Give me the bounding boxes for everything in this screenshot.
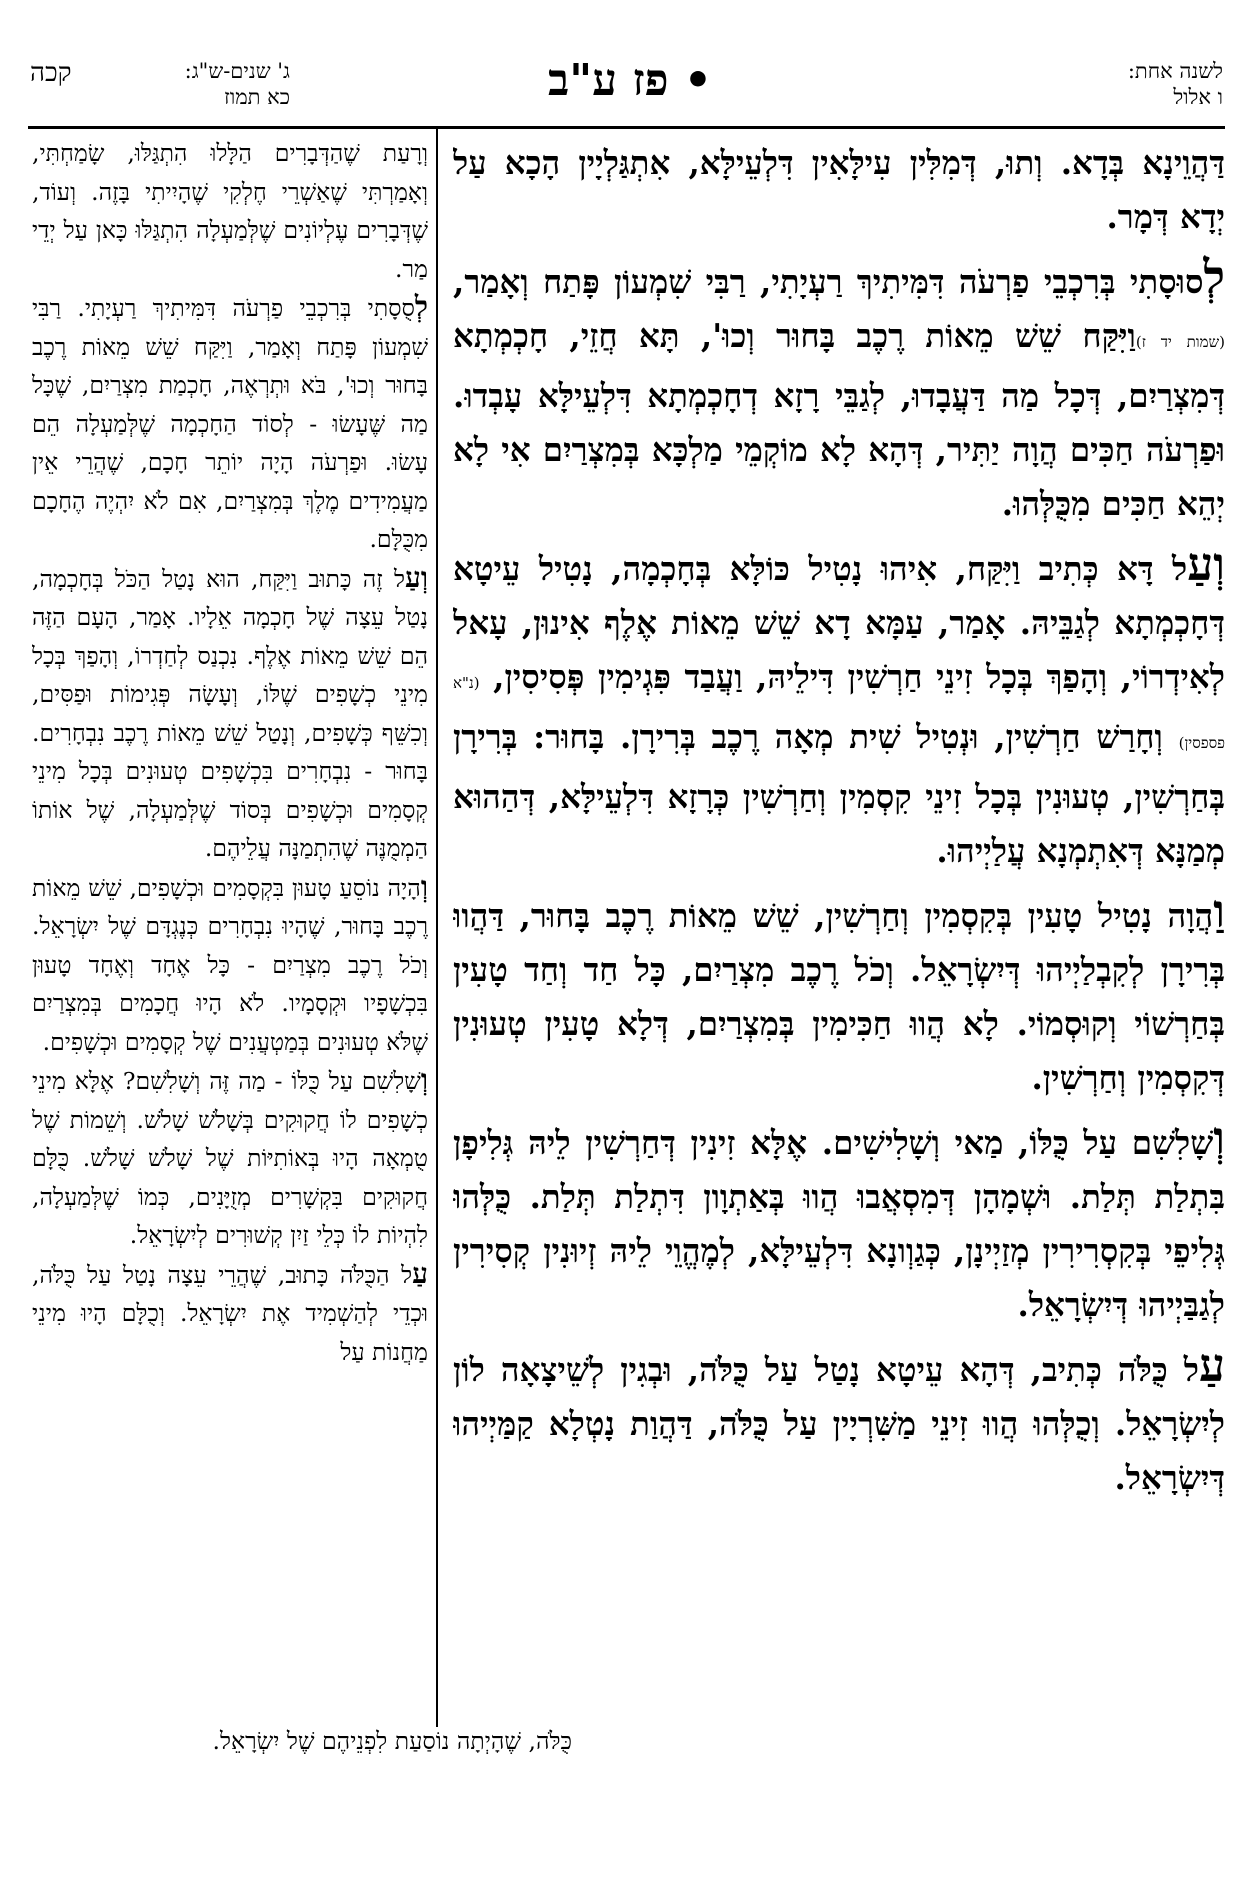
- side-paragraph-5-text: שָׁלִשִׁם עַל כֻּלּוֹ - מַה זֶּה וְשָׁלִשִׁם? אֶלָּא מִינֵי כְשָׁפִים לוֹ חֲקוּקִים בְּשָׁלֹשׁ שָׁלֹשׁ. וְשֵׁמוֹת שֶׁל טֻמְאָה הָיוּ בְּאוֹתִיּוֹת שֶׁל שָׁלֹשׁ שָׁלֹשׁ. כֻּלָּם חֲקוּקִים בִּקְשָׁרִים מְזֻיָּנִים, כְּמוֹ שֶׁלְּמַעְלָה, לִהְיוֹת לוֹ כְּלֵי זַיִן קְשׁוּרִים לְיִשְׂרָאֵל.: [32, 1067, 428, 1249]
- side-paragraph-5: [32, 1061, 428, 1255]
- side-paragraph-5-initial: וְ: [420, 1063, 428, 1096]
- side-paragraph-6: [32, 1255, 428, 1372]
- main-text-column: [453, 136, 1225, 1666]
- main-paragraph-6: [453, 1338, 1225, 1505]
- side-paragraph-6-text: ל הַכֻּלֹּה כָּתוּב, שֶׁהֲרֵי עֵצָה נָטַל עַל כֻּלֹּה, וּכְדֵי לְהַשְׁמִיד אֶת יִשְׂרָאֵל. וְכֻלָּם הָיוּ מִינֵי מַחֲנוֹת עַל: [32, 1260, 428, 1366]
- main-paragraph-5: [453, 1111, 1225, 1332]
- main-paragraph-3-rest: וְחָרַשׁ חַרְשִׁין, וּנְטִיל שִׁית מְאָה רֶכֶב בְּרִירָן. בָּחוּר: בְּרִירָן בְּחַרְשִׁין, טְעוּנִין בְּכָל זִינֵי קִסְמִין וְחַרְשִׁין כְּרָזָא דִּלְעֵילָּא, דְּהַהוּא מְמַנָּא דְּאִתְמְנָא עֲלַיְיהוּ.: [453, 717, 1225, 870]
- header-one-year-label: לשנה אחת:: [1127, 59, 1223, 83]
- side-paragraph-4-initial: וְ: [420, 869, 428, 903]
- column-divider: [436, 127, 438, 1727]
- main-paragraph-3-initial: וְעַ: [1187, 537, 1225, 591]
- page-title: • פז ע"ב: [548, 55, 712, 106]
- header-left: [30, 58, 330, 124]
- main-paragraph-1-text: דַּהֲוֵינָא בְּדָא. וְתוּ, דְּמִלִּין עִילָּאִין דִּלְעֵילָּא, אִתְגַּלְיָין הָכָא עַל יְדָא דְּמָר.: [453, 143, 1225, 236]
- main-paragraph-2-rest: וַיִּקַּח שֵׁשׁ מֵאוֹת רֶכֶב בָּחוּר וְכוּ', תָּא חֲזֵי, חָכְמְתָא דְּמִצְרַיִם, דְּכָל מַה דַּעֲבָדוּ, לְגַבֵּי רָזָא דְחָכְמְתָא דִּלְעֵילָּא עָבְדוּ. וּפַרְעֹה חַכִּים הֲוָה יַתִּיר, דְּהָא לָא מוֹקְמֵי מַלְכָּא בְּמִצְרַיִם אִי לָא יְהֵא חַכִּים מִכֻּלְּהוּ.: [453, 316, 1225, 523]
- side-paragraph-2: [32, 288, 428, 559]
- main-paragraph-2: [453, 250, 1225, 531]
- bottom-continuation-line: כֻּלֹּה, שֶׁהָיְתָה נוֹסַעַת לִפְנֵיהֶם שֶׁל יִשְׂרָאֵל.: [212, 1727, 572, 1755]
- main-paragraph-3: [453, 537, 1225, 878]
- side-paragraph-1: [32, 134, 428, 288]
- main-paragraph-1: [453, 136, 1225, 244]
- side-paragraph-3-text: ל זֶה כָּתוּב וַיִּקַּח, הוּא נָטַל הַכֹּל בְּחָכְמָה, נָטַל עֵצָה שֶׁל חָכְמָה אֵלָיו. אָמַר, הָעָם הַזֶּה הֵם שֵׁשׁ מֵאוֹת אֶלֶף. נִכְנַס לְחַדְרוֹ, וְהָפַךְ בְּכָל מִינֵי כְשָׁפִים שֶׁלּוֹ, וְעָשָׂה פְּגִימוֹת וּפַסִּים, וְכִשֵּׁף כְּשָׁפִים, וְנָטַל שֵׁשׁ מֵאוֹת רֶכֶב נִבְחָרִים. בָּחוּר - נִבְחָרִים בִּכְשָׁפִים טְעוּנִים בְּכָל מִינֵי קְסָמִים וּכְשָׁפִים בְּסוֹד שֶׁלְּמַעְלָה, שֶׁל אוֹתוֹ הַמְמֻנֶּה שֶׁהִתְמַנָּה עֲלֵיהֶם.: [32, 564, 428, 862]
- main-paragraph-4-text: הֲוָה נָטִיל טָעִין בְּקִסְמִין וְחַרְשִׁין, שֵׁשׁ מֵאוֹת רֶכֶב בָּחוּר, דַּהֲווּ בְּרִירָן לְקִבְלַיְיהוּ דְּיִשְׂרָאֵל. וְכֹל רֶכֶב מִצְרַיִם, כָּל חַד וְחַד טָעִין בְּחַרְשׁוֹי וְקוּסְמוֹי. לָא הֲווּ חַכִּימִין בְּמִצְרַיִם, דְּלָא טָעִין טְעוּנִין דְּקִסְמִין וְחַרְשִׁין.: [453, 896, 1225, 1097]
- side-paragraph-3: [32, 559, 428, 868]
- side-paragraph-2-text: סֻסָתִי בְּרִכְבֵי פַרְעֹה דִּמִּיתִיךְ רַעְיָתִי. רַבִּי שִׁמְעוֹן פָּתַח וְאָמַר, וַיִּקַּח שֵׁשׁ מֵאוֹת רֶכֶב בָּחוּר וְכוּ', בֹּא וּתְרְאֶה, חָכְמַת מִצְרַיִם, שֶׁכָּל מַה שֶּׁעָשׂוּ - לְסוֹד הַחָכְמָה שֶׁלְּמַעְלָה הֵם עָשׂוּ. וּפַרְעֹה הָיָה יוֹתֵר חָכָם, שֶׁהֲרֵי אֵין מַעֲמִידִים מֶלֶךְ בְּמִצְרַיִם, אִם לֹא יִהְיֶה הֶחָכָם מִכֻּלָּם.: [32, 294, 428, 553]
- page-number: קכה: [30, 58, 72, 88]
- side-paragraph-3-initial: וְעַ: [404, 560, 428, 594]
- main-paragraph-5-text: שָׁלִשִׁם עַל כֻּלּוֹ, מַאי וְשָׁלִישִׁים. אֶלָּא זִינִין דְּחַרְשִׁין לֵיהּ גְּלִיפָן בִּתְלַת תְּלַת. וּשְׁמָהָן דְּמִסְאֲבוּ הֲווּ בְּאַתְוָון דִּתְלַת תְּלַת. כֻּלְּהוּ גְּלִיפֵי בְּקִסְרִירִין מְזַיְינָן, כְּגַוְונָא דִּלְעֵילָּא, לְמֶהֱוֵי לֵיהּ זְיוּנִין קְסִירִין לְגַבַּיְיהוּ דְּיִשְׂרָאֵל.: [453, 1123, 1225, 1324]
- side-paragraph-4: [32, 868, 428, 1062]
- main-paragraph-2-text: סוּסָתִי בְּרִכְבֵי פַרְעֹה דִּמִּיתִיךְ רַעְיָתִי, רַבִּי שִׁמְעוֹן פָּתַח וְאָמַר,: [453, 262, 1204, 301]
- main-citation-1: (שמות יד ז): [1135, 333, 1225, 351]
- main-paragraph-5-initial: וְ: [1213, 1111, 1225, 1165]
- side-paragraph-1-text: וְרָעַת שֶׁהַדְּבָרִים הַלָּלוּ הִתְגַּלּוּ, שָׂמַחְתִּי, וְאָמַרְתִּי שֶׁאַשְׁרֵי חֶלְקִי שֶׁהָיִיתִי בָּזֶה. וְעוֹד, שֶׁדְּבָרִים עֶלְיוֹנִים שֶׁלְּמַעְלָה הִתְגַּלּוּ כָּאן עַל יְדֵי מַר.: [32, 139, 428, 283]
- side-paragraph-6-initial: עַ: [412, 1256, 428, 1290]
- main-paragraph-4: [453, 884, 1225, 1105]
- header-three-year-ref: [100, 58, 290, 110]
- translation-column: [32, 134, 428, 1754]
- header-divider: [28, 126, 1225, 129]
- main-paragraph-3-text: ל דָּא כְּתִיב וַיִּקַּח, אִיהוּ נָטִיל כּוֹלָּא בְּחָכְמָה, נָטִיל עֵיטָא דְּחָכְמְתָא לְגַבֵּיהּ. אָמַר, עַמָּא דָא שֵׁשׁ מֵאוֹת אֶלֶף אִינוּן, עָאל לְאִידְרוֹי, וְהָפַךְ בְּכָל זִינֵי חַרְשִׁין דִּילֵיהּ, וַעֲבַד פִּגְימִין פְּסִיסִין,: [453, 549, 1225, 696]
- main-paragraph-4-initial: וַ: [1213, 884, 1225, 938]
- side-paragraph-2-initial: לְ: [414, 290, 428, 323]
- side-paragraph-4-text: הָיָה נוֹסֵעַ טָעוּן בִּקְסָמִים וּכְשָׁפִים, שֵׁשׁ מֵאוֹת רֶכֶב בָּחוּר, שֶׁהָיוּ נִבְחָרִים כְּנֶגְדָּם שֶׁל יִשְׂרָאֵל. וְכֹל רֶכֶב מִצְרַיִם - כָּל אֶחָד וְאֶחָד טָעוּן בִּכְשָׁפָיו וּקְסָמָיו. לֹא הָיוּ חֲכָמִים בְּמִצְרַיִם שֶׁלֹּא טְעוּנִים בְּמַטְעֲנִים שֶׁל קְסָמִים וּכְשָׁפִים.: [32, 873, 428, 1056]
- main-paragraph-6-initial: עַ: [1198, 1338, 1225, 1392]
- header-right: [983, 58, 1223, 124]
- main-citation-2: (נ"א פספסין): [453, 674, 1225, 752]
- main-paragraph-2-initial: לְ: [1203, 250, 1225, 304]
- header-three-year-label: ג' שנים-ש"ג:: [184, 59, 290, 83]
- header-one-year-date: ו אלול: [1173, 85, 1223, 109]
- main-paragraph-6-text: ל כֻּלֹּה כְּתִיב, דְּהָא עֵיטָא נָטַל עַל כֻּלֹּה, וּבְגִין לְשֵׁיצָאָה לוֹן לְיִשְׂרָאֵל. וְכֻלְּהוּ הֲווּ זִינֵי מַשִּׁרְיָין עַל כֻּלֹּה, דַּהֲוַת נָטְלָא קַמַּיְיהוּ דְּיִשְׂרָאֵל.: [453, 1350, 1225, 1497]
- header-three-year-date: כא תמוז: [223, 85, 290, 109]
